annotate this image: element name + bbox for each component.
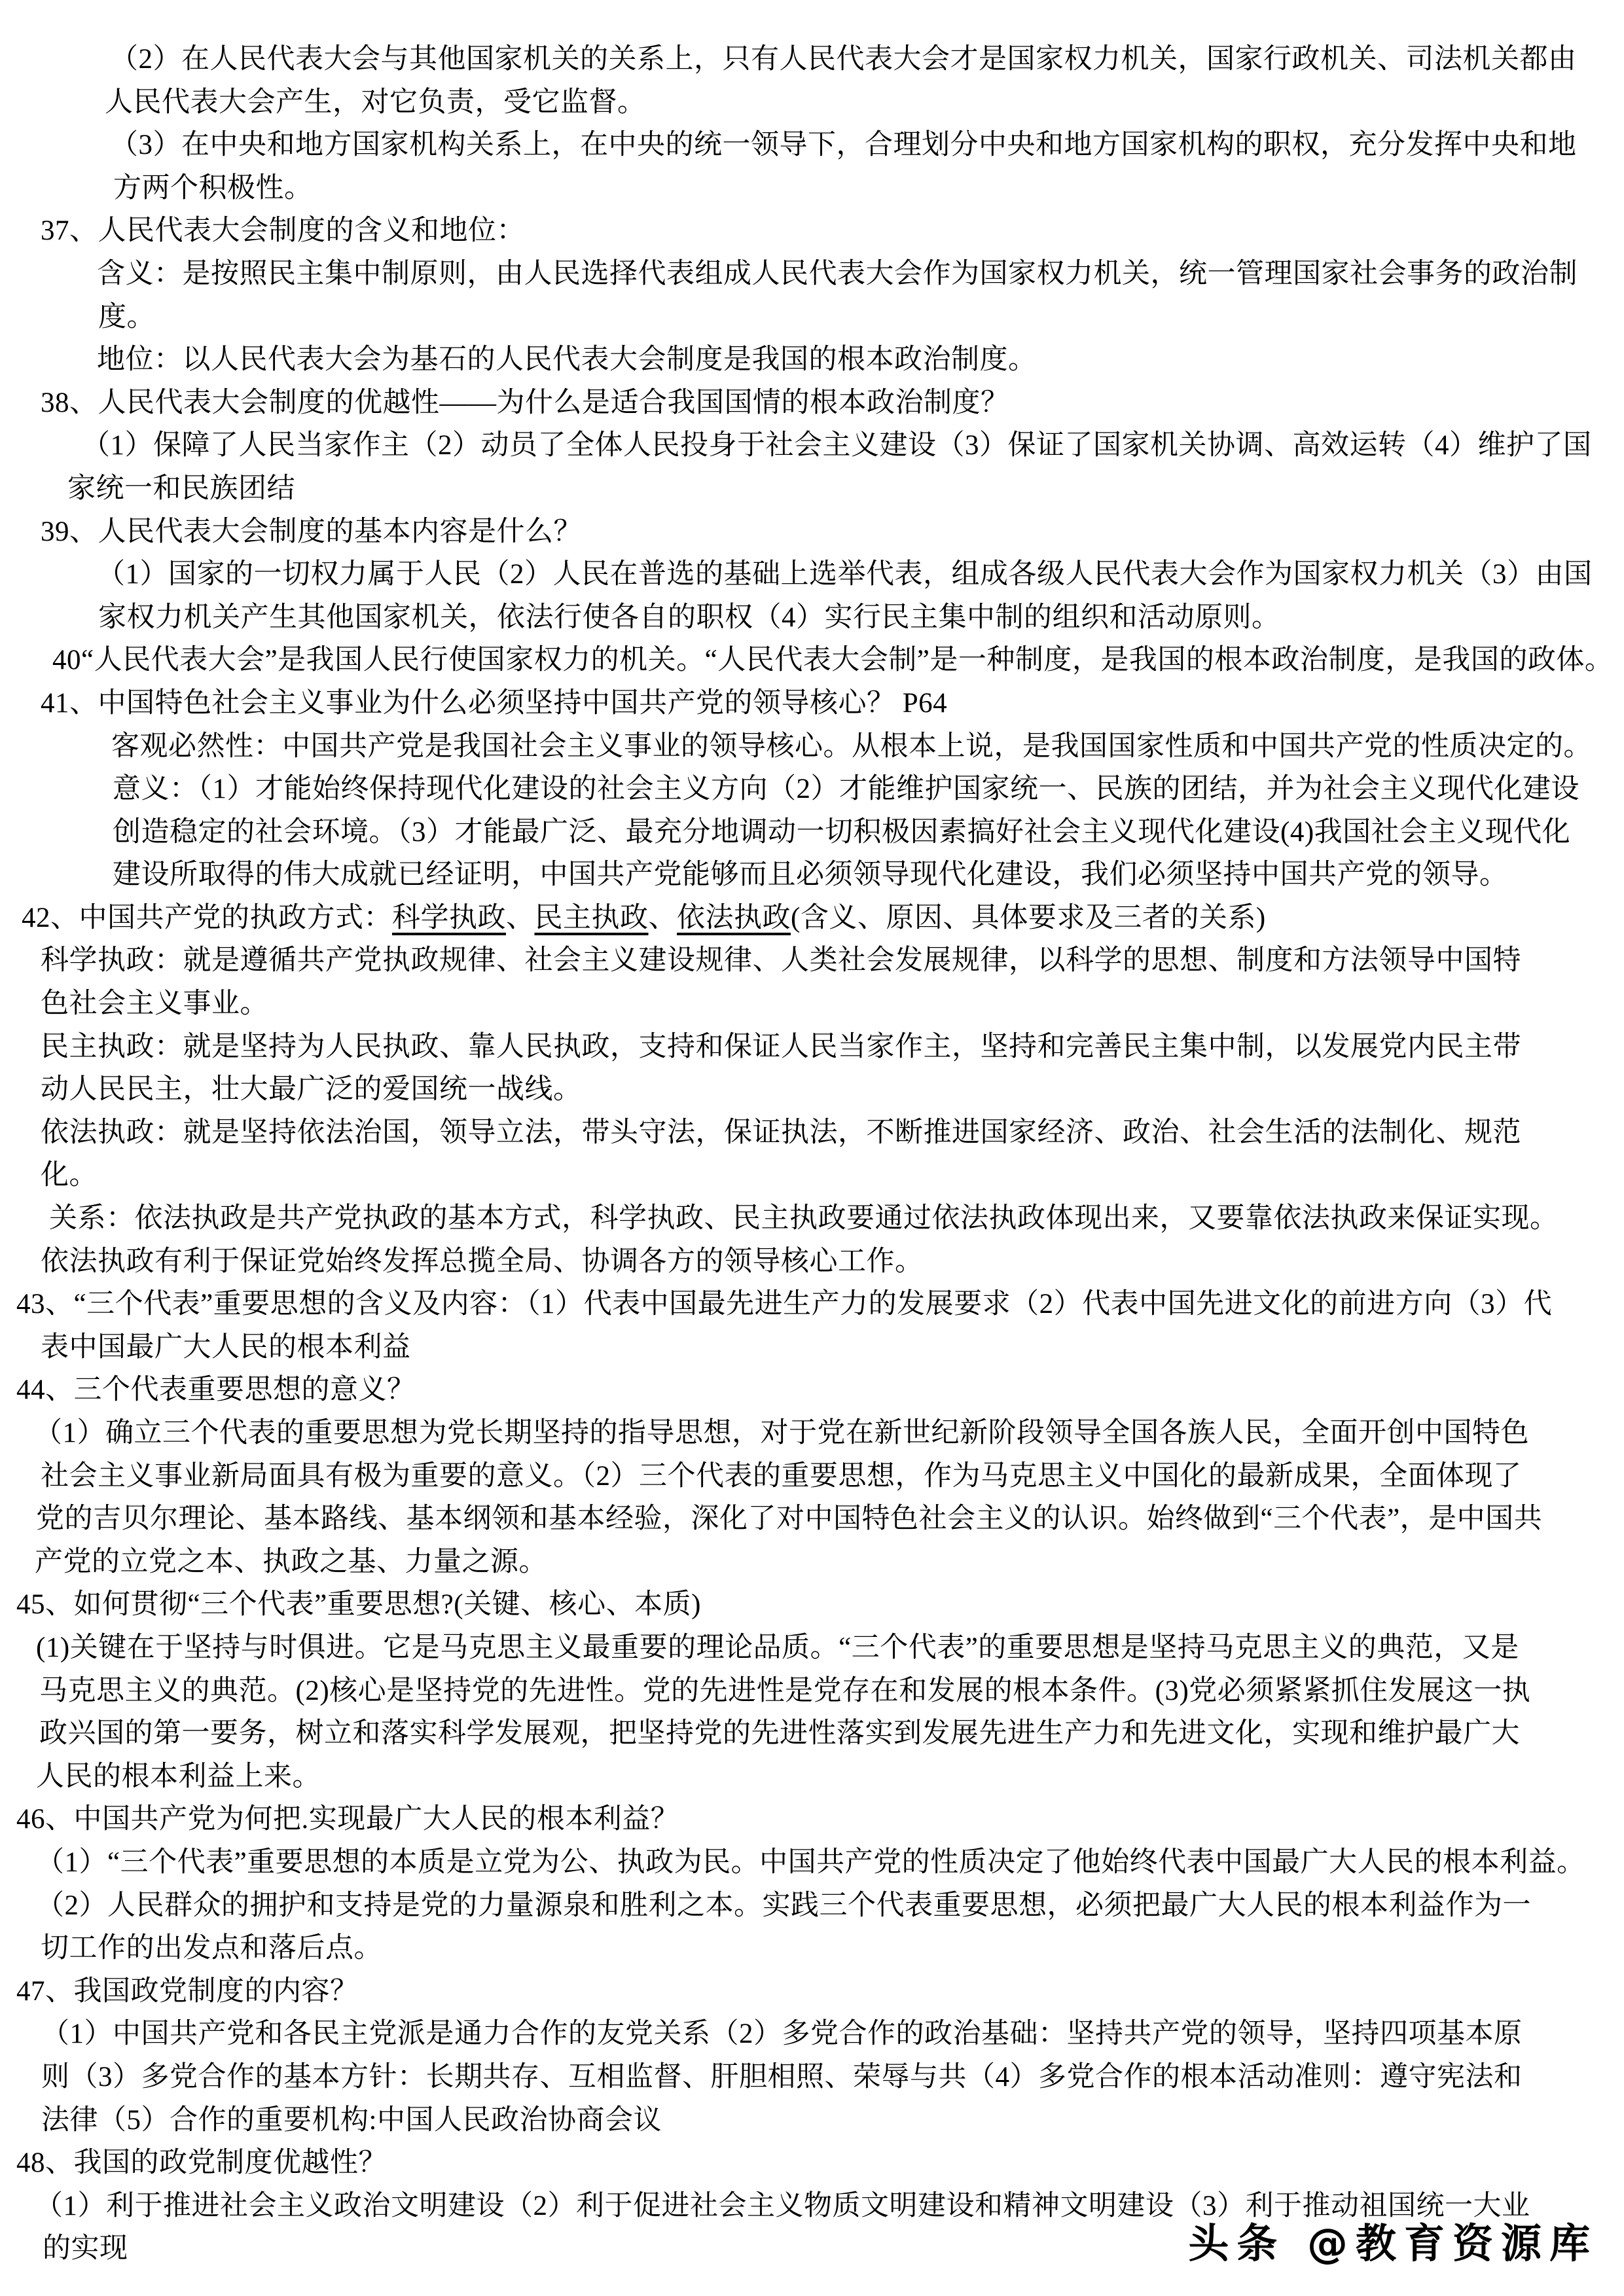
text-line xyxy=(0,253,1624,296)
text-segment: 党的吉贝尔理论、基本路线、基本纲领和基本经验，深化了对中国特色社会主义的认识。始终做到“三个代表”，是中国共 xyxy=(36,1503,1543,1535)
text-segment: （1）利于推进社会主义政治文明建设（2）利于促进社会主义物质文明建设和精神文明建设（3）利于推动祖国统一大业 xyxy=(35,2190,1530,2221)
text-segment: 化。 xyxy=(41,1160,98,1191)
text-line xyxy=(0,467,1624,511)
underlined-term: 科学执政 xyxy=(392,902,506,933)
text-line xyxy=(0,853,1624,897)
text-line xyxy=(0,596,1624,639)
text-segment: 法律（5）合作的重要机构:中国人民政治协商会议 xyxy=(41,2104,662,2136)
text-line xyxy=(0,1884,1624,1928)
text-segment: 40“人民代表大会”是我国人民行使国家权力的机关。“人民代表大会制”是一种制度，是我国的根本政治制度，是我国的政体。 xyxy=(52,645,1614,676)
text-segment: 家统一和民族团结 xyxy=(67,473,295,504)
text-segment: 46、中国共产党为何把.实现最广大人民的根本利益？ xyxy=(16,1804,679,1835)
text-segment: （1）保障了人民当家作主（2）动员了全体人民投身于社会主义建设（3）保证了国家机关协调、高效运转（4）维护了国 xyxy=(82,430,1592,461)
text-segment: (含义、原因、具体要求及三者的关系) xyxy=(791,902,1266,933)
text-segment: 43、“三个代表”重要思想的含义及内容：（1）代表中国最先进生产力的发展要求（2）代表中国先进文化的前进方向（3）代 xyxy=(16,1289,1553,1320)
watermark xyxy=(1188,2211,1598,2269)
text-segment: 人民的根本利益上来。 xyxy=(36,1761,321,1792)
text-segment: 47、我国政党制度的内容？ xyxy=(16,1975,359,2007)
text-segment: 45、如何贯彻“三个代表”重要思想?(关键、核心、本质) xyxy=(16,1589,701,1621)
text-segment: （1）“三个代表”重要思想的本质是立党为公、执政为民。中国共产党的性质决定了他始终代表中国最广大人民的根本利益。 xyxy=(36,1846,1585,1878)
text-segment: （1）中国共产党和各民主党派是通力合作的友党关系（2）多党合作的政治基础：坚持共产党的领导，坚持四项基本原 xyxy=(41,2018,1523,2050)
text-line xyxy=(0,167,1624,210)
text-line xyxy=(0,1927,1624,1970)
text-line xyxy=(0,1541,1624,1584)
text-segment: 39、人民代表大会制度的基本内容是什么？ xyxy=(41,516,582,547)
text-segment: 人民代表大会产生，对它负责，受它监督。 xyxy=(105,86,646,118)
text-line xyxy=(0,639,1624,682)
text-line xyxy=(0,939,1624,982)
text-line xyxy=(0,1970,1624,2013)
text-line xyxy=(0,1670,1624,1713)
text-segment: 家权力机关产生其他国家机关，依法行使各自的职权（4）实行民主集中制的组织和活动原则。 xyxy=(98,601,1280,633)
text-line xyxy=(0,424,1624,467)
text-line xyxy=(0,897,1624,940)
text-line xyxy=(0,1026,1624,1069)
text-line xyxy=(0,382,1624,425)
text-segment: (1)关键在于坚持与时俱进。它是马克思主义最重要的理论品质。“三个代表”的重要思想是坚持马克思主义的典范，又是 xyxy=(36,1632,1519,1663)
text-line xyxy=(0,768,1624,811)
text-line xyxy=(0,2013,1624,2056)
text-segment: （1）国家的一切权力属于人民（2）人民在普选的基础上选举代表，组成各级人民代表大会作为国家权力机关（3）由国 xyxy=(97,559,1593,590)
text-line xyxy=(0,1583,1624,1626)
text-line xyxy=(0,1841,1624,1884)
text-line xyxy=(0,725,1624,768)
text-segment: 关系：依法执政是共产党执政的基本方式，科学执政、民主执政要通过依法执政体现出来，又要靠依法执政来保证实现。 xyxy=(49,1203,1559,1234)
text-line xyxy=(0,1498,1624,1541)
text-segment: （3）在中央和地方国家机构关系上，在中央的统一领导下，合理划分中央和地方国家机构的职权，充分发挥中央和地 xyxy=(110,130,1577,161)
text-segment: 马克思主义的典范。(2)核心是坚持党的先进性。党的先进性是党存在和发展的根本条件。(3)党必须紧紧抓住发展这一执 xyxy=(39,1675,1531,1706)
text-line xyxy=(0,1712,1624,1755)
text-segment: 则（3）多党合作的基本方针：长期共存、互相监督、肝胆相照、荣辱与共（4）多党合作的根本活动准则：遵守宪法和 xyxy=(41,2061,1523,2092)
text-segment: 社会主义事业新局面具有极为重要的意义。（2）三个代表的重要思想，作为马克思主义中国化的最新成果，全面体现了 xyxy=(41,1460,1522,1492)
text-segment: 依法执政：就是坚持依法治国，领导立法，带头守法，保证执法，不断推进国家经济、政治、社会生活的法制化、规范 xyxy=(41,1117,1521,1148)
text-line xyxy=(0,682,1624,725)
text-segment: 42、中国共产党的执政方式： xyxy=(22,902,392,933)
text-segment: 建设所取得的伟大成就已经证明，中国共产党能够而且必须领导现代化建设，我们必须坚持中国共产党的领导。 xyxy=(113,859,1508,891)
text-line xyxy=(0,1068,1624,1111)
text-segment: （2）在人民代表大会与其他国家机关的关系上，只有人民代表大会才是国家权力机关，国家行政机关、司法机关都由 xyxy=(110,44,1577,75)
text-line xyxy=(0,296,1624,339)
text-segment: 地位：以人民代表大会为基石的人民代表大会制度是我国的根本政治制度。 xyxy=(97,344,1037,376)
text-segment: 48、我国的政党制度优越性？ xyxy=(16,2147,387,2179)
text-line xyxy=(0,811,1624,854)
text-line xyxy=(0,1798,1624,1841)
text-segment: 动人民民主，壮大最广泛的爱国统一战线。 xyxy=(41,1074,582,1105)
text-segment: 表中国最广大人民的根本利益 xyxy=(41,1331,411,1363)
text-line xyxy=(0,1154,1624,1197)
text-line xyxy=(0,1240,1624,1283)
text-line xyxy=(0,124,1624,167)
text-segment: 、 xyxy=(648,902,677,933)
text-line xyxy=(0,553,1624,596)
text-segment: 产党的立党之本、执政之基、力量之源。 xyxy=(35,1546,547,1577)
text-line xyxy=(0,2099,1624,2142)
text-segment: 民主执政：就是坚持为人民执政、靠人民执政，支持和保证人民当家作主，坚持和完善民主集中制，以发展党内民主带 xyxy=(41,1031,1521,1062)
text-segment: 切工作的出发点和落后点。 xyxy=(41,1933,382,1964)
text-segment: 含义：是按照民主集中制原则，由人民选择代表组成人民代表大会作为国家权力机关，统一管理国家社会事务的政治制 xyxy=(97,258,1578,289)
text-line xyxy=(0,1412,1624,1455)
text-line xyxy=(0,1111,1624,1155)
text-segment: 创造稳定的社会环境。（3）才能最广泛、最充分地调动一切积极因素搞好社会主义现代化建设(4)我国社会主义现代化 xyxy=(113,816,1571,848)
text-line xyxy=(0,1626,1624,1670)
text-segment: 意义：（1）才能始终保持现代化建设的社会主义方向（2）才能维护国家统一、民族的团结，并为社会主义现代化建设 xyxy=(113,774,1579,805)
text-segment: 41、中国特色社会主义事业为什么必须坚持中国共产党的领导核心？ P64 xyxy=(41,687,948,719)
underlined-term: 依法执政 xyxy=(677,902,791,933)
text-segment: 客观必然性：中国共产党是我国社会主义事业的领导核心。从根本上说，是我国国家性质和中国共产党的性质决定的。 xyxy=(111,730,1592,762)
text-line xyxy=(0,1326,1624,1369)
text-line xyxy=(0,982,1624,1026)
underlined-term: 民主执政 xyxy=(534,902,649,933)
text-segment: 色社会主义事业。 xyxy=(41,988,268,1020)
text-line xyxy=(0,2056,1624,2099)
text-line xyxy=(0,1369,1624,1412)
text-segment: 度。 xyxy=(98,301,155,332)
text-segment: 依法执政有利于保证党始终发挥总揽全局、协调各方的领导核心工作。 xyxy=(41,1246,924,1277)
text-line xyxy=(0,81,1624,124)
text-segment: （1）确立三个代表的重要思想为党长期坚持的指导思想，对于党在新世纪新阶段领导全国各族人民，全面开创中国特色 xyxy=(34,1418,1529,1448)
text-segment: 政兴国的第一要务，树立和落实科学发展观，把坚持党的先进性落实到发展先进生产力和先进文化，实现和维护最广大 xyxy=(39,1718,1520,1749)
text-line xyxy=(0,511,1624,554)
watermark-text: 头条 @教育资源库 xyxy=(1188,2219,1598,2267)
text-segment: 科学执政：就是遵循共产党执政规律、社会主义建设规律、人类社会发展规律，以科学的思想、制度和方法领导中国特 xyxy=(41,945,1521,977)
text-segment: 方两个积极性。 xyxy=(113,172,313,204)
text-line xyxy=(0,209,1624,253)
text-line xyxy=(0,1755,1624,1799)
text-segment: 的实现 xyxy=(43,2233,128,2265)
text-line xyxy=(0,38,1624,81)
text-segment: （2）人民群众的拥护和支持是党的力量源泉和胜利之本。实践三个代表重要思想，必须把最广大人民的根本利益作为一 xyxy=(36,1890,1531,1921)
text-segment: 37、人民代表大会制度的含义和地位： xyxy=(41,215,525,247)
text-line xyxy=(0,1197,1624,1240)
text-line xyxy=(0,338,1624,382)
text-line xyxy=(0,1283,1624,1326)
text-segment: 38、人民代表大会制度的优越性——为什么是适合我国国情的根本政治制度？ xyxy=(41,387,1009,418)
text-line xyxy=(0,2142,1624,2185)
text-line xyxy=(0,1455,1624,1498)
text-segment: 44、三个代表重要思想的意义？ xyxy=(16,1374,416,1406)
text-segment: 、 xyxy=(506,902,535,933)
